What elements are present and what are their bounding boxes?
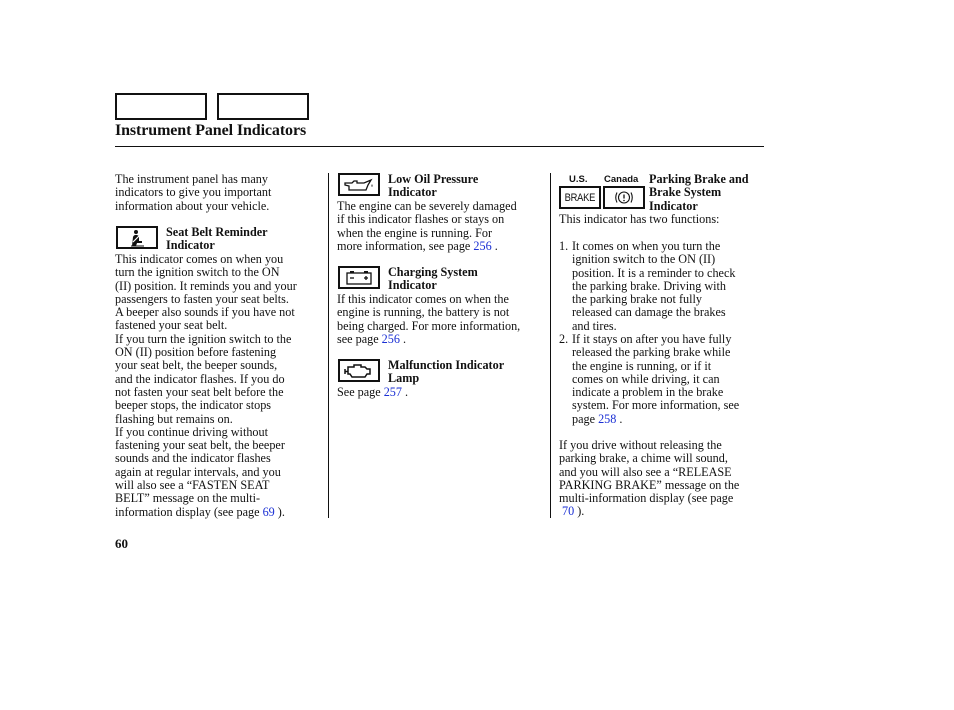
seatbelt-body-text: This indicator comes on when you turn the ignition switch to the ON (II) position. It reminds you and your passengers to fasten your seat belts. A beeper also sounds if you have not fastened your seat belt. If you turn the ignition switch to the ON (II) position before fastening your seat belt, the beeper sounds, and the indicator flashes. If you do not fasten your seat belt before the beeper stops, the indicator stops flashing but remains on. If you continue driving without fastening your seat belt, the beeper sounds and the indicator flashes again at regular intervals, and you will also see a “FASTEN SEAT BELT” message on the multi- information display (see page [115,252,297,519]
charging-body-end: . [399,331,407,346]
title-divider [115,146,764,147]
label-canada: Canada [604,174,639,185]
brake-page-link[interactable]: 258 [598,411,617,426]
parking-brake-intro: This indicator has two functions: [559,212,720,226]
engine-icon [338,359,380,382]
list-number-1: 1. [559,239,569,253]
seatbelt-page-link[interactable]: 69 [262,504,275,519]
brake-us-text: BRAKE [564,191,596,204]
list-item-2-end: . [616,411,623,426]
charging-page-link[interactable]: 256 [381,331,400,346]
seatbelt-body [115,253,297,519]
malfunction-body [337,386,408,399]
parking-brake-outro [559,439,739,519]
parking-brake-outro-end: ). [574,504,585,519]
intro-text: The instrument panel has many indicators to give you important information about your vehicle. [115,172,272,213]
oil-pressure-heading: Low Oil Pressure Indicator [388,172,479,200]
column-divider-1 [328,173,329,518]
list-item-2 [572,333,739,426]
seatbelt-reminder-icon [116,226,158,249]
seatbelt-heading: Seat Belt Reminder Indicator [166,225,268,253]
charging-body-text: If this indicator comes on when the engine is running, the battery is not being charged. For more information, see page [337,292,521,346]
page-title: Instrument Panel Indicators [115,122,307,139]
label-us: U.S. [569,174,588,185]
parking-brake-heading: Parking Brake and Brake System Indicator [649,172,749,213]
parking-brake-outro-text: If you drive without releasing the parking brake, a chime will sound, and you will also see a “RELEASE PARKING BRAKE” message on the multi-information display (see page [559,438,740,506]
list-number-2: 2. [559,332,569,346]
oil-pressure-body-end: . [491,238,498,253]
column-divider-2 [550,173,551,518]
nav-button-2[interactable] [217,93,309,120]
malfunction-heading: Malfunction Indicator Lamp [388,358,505,386]
oil-pressure-page-link[interactable]: 256 [473,238,492,253]
oil-pressure-body-text: The engine can be severely damaged if this indicator flashes or stays on when the engine is running. For more information, see page [337,199,517,253]
list-item-1: It comes on when you turn the ignition switch to the ON (II) position. It is a reminder to check the parking brake. Driving with the parking brake not fully released can damage the brakes and tires. [572,239,736,333]
display-page-link[interactable]: 70 [562,504,575,519]
charging-heading: Charging System Indicator [388,265,478,293]
malfunction-body-text: See page [337,385,384,399]
oil-pressure-icon [338,173,380,196]
nav-button-1[interactable] [115,93,207,120]
battery-icon [338,266,380,289]
list-item-2-text: If it stays on after you have fully released the parking brake while the engine is running, or if it comes on while driving, it can indicate a problem in the brake system. For more information, see page [572,332,740,426]
charging-body [337,293,520,346]
seatbelt-body-end: ). [274,504,285,519]
page-number: 60 [115,536,128,551]
malfunction-page-link[interactable]: 257 [383,385,402,399]
malfunction-body-end: . [401,385,409,399]
brake-us-icon [559,186,601,209]
brake-canada-icon [603,186,645,209]
oil-pressure-body [337,200,517,253]
